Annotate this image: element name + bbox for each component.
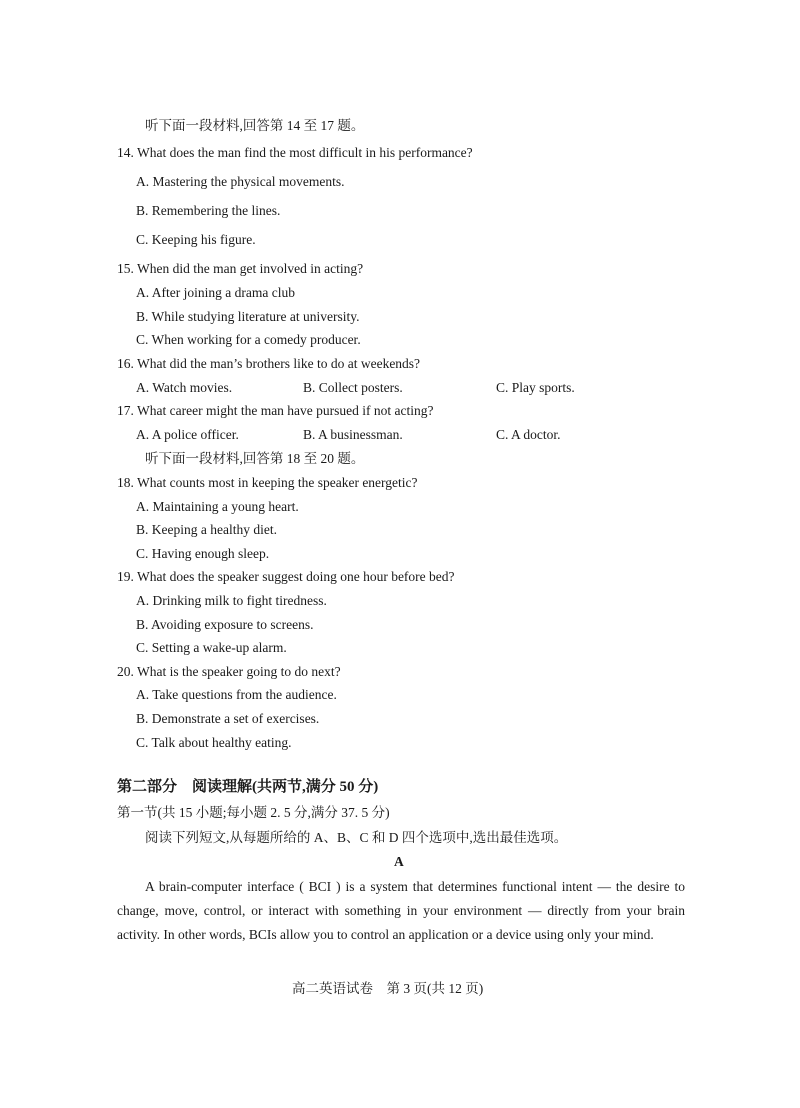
question-18-option-c: C. Having enough sleep. (136, 546, 270, 561)
question-14-option-c: C. Keeping his figure. (136, 232, 256, 247)
question-16-option-c: C. Play sports. (496, 380, 575, 395)
question-19-option-c: C. Setting a wake-up alarm. (136, 640, 287, 655)
question-16-stem: 16. What did the man’s brothers like to do at weekends? (117, 356, 421, 371)
question-17-option-c: C. A doctor. (496, 427, 561, 442)
question-19-stem: 19. What does the speaker suggest doing one hour before bed? (117, 569, 455, 584)
question-20-option-a: A. Take questions from the audience. (136, 687, 337, 702)
question-20-stem: 20. What is the speaker going to do next? (117, 664, 341, 679)
question-19-option-b: B. Avoiding exposure to screens. (136, 617, 314, 632)
reading-instruction: 阅读下列短文,从每题所给的 A、B、C 和 D 四个选项中,选出最佳选项。 (145, 830, 568, 845)
question-14-option-b: B. Remembering the lines. (136, 203, 281, 218)
question-20-option-c: C. Talk about healthy eating. (136, 735, 292, 750)
question-20-option-b: B. Demonstrate a set of exercises. (136, 711, 320, 726)
passage-a-paragraph: A brain-computer interface ( BCI ) is a system that determines functional intent — the desire to change, move, control, or interact with something in your environment — directly from your brain activity. In other words, BCIs allow you to control an application or a device using only your mind. (117, 879, 685, 942)
question-15-option-c: C. When working for a comedy producer. (136, 332, 361, 347)
part-two-title: 第二部分 阅读理解(共两节,满分 50 分) (117, 779, 379, 795)
listening-instruction-18-20: 听下面一段材料,回答第 18 至 20 题。 (145, 451, 365, 466)
question-17-option-b: B. A businessman. (303, 427, 403, 442)
section-one-title: 第一节(共 15 小题;每小题 2. 5 分,满分 37. 5 分) (117, 805, 390, 820)
question-18-stem: 18. What counts most in keeping the speaker energetic? (117, 475, 418, 490)
question-18-option-a: A. Maintaining a young heart. (136, 499, 299, 514)
question-15-option-a: A. After joining a drama club (136, 285, 295, 300)
question-17-option-a: A. A police officer. (136, 427, 239, 442)
question-16-option-a: A. Watch movies. (136, 380, 233, 395)
question-14-option-a: A. Mastering the physical movements. (136, 174, 345, 189)
question-19-option-a: A. Drinking milk to fight tiredness. (136, 593, 327, 608)
question-18-option-b: B. Keeping a healthy diet. (136, 522, 277, 537)
listening-instruction-14-17: 听下面一段材料,回答第 14 至 17 题。 (145, 118, 365, 133)
question-15-option-b: B. While studying literature at university. (136, 309, 360, 324)
question-17-stem: 17. What career might the man have pursued if not acting? (117, 403, 434, 418)
question-16-option-b: B. Collect posters. (303, 380, 403, 395)
question-14-stem: 14. What does the man find the most difficult in his performance? (117, 145, 473, 160)
question-15-stem: 15. When did the man get involved in acting? (117, 261, 364, 276)
page-footer: 高二英语试卷 第 3 页(共 12 页) (292, 981, 484, 996)
passage-label: A (394, 854, 404, 869)
